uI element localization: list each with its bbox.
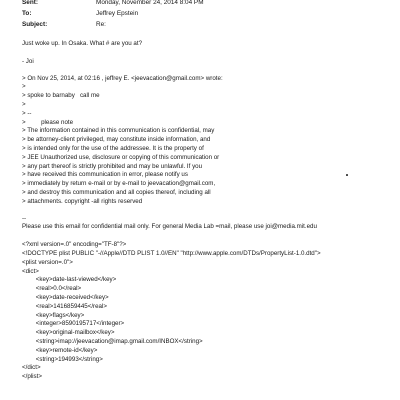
message-line: Just woke up. In Osaka. What # are you at? — [22, 40, 143, 47]
subject-row — [22, 19, 392, 30]
plist-line: <string>imap://jeevacation@imap.gmail.com/INBOX</string> — [22, 337, 203, 345]
email-header — [22, 0, 392, 30]
plist-line: <real>0.0</real> — [22, 285, 82, 293]
subject-value: Re: — [96, 21, 106, 28]
quoted-line: > — [22, 83, 26, 91]
plist-line: <real>1416859445</real> — [22, 302, 107, 310]
quote-intro: > On Nov 25, 2014, at 02:16 , jeffrey E. <jeevacation@gmail.com> wrote: — [22, 74, 223, 82]
plist-line: <string>194993</string> — [22, 355, 103, 363]
quoted-line: > any part thereof is strictly prohibited and may be unlawful. If you — [22, 162, 203, 170]
quoted-line: > immediately by return e-mail or by e-mail to jeevacation@gmail.com, — [22, 180, 216, 188]
plist-line: <dict> — [22, 267, 39, 275]
plist-line: <key>original-mailbox</key> — [22, 329, 115, 337]
plist-line: <key>date-last-viewed</key> — [22, 276, 117, 284]
sent-value: Monday, November 24, 2014 8:04 PM — [96, 0, 204, 6]
quoted-line: > -- — [22, 109, 32, 117]
plist-line: <key>remote-id</key> — [22, 346, 98, 354]
plist-line: <integer>8590195717</integer> — [22, 320, 125, 328]
to-value: Jeffrey Epstein — [96, 10, 139, 17]
signature: - Joi — [22, 57, 34, 65]
plist-line: </plist> — [22, 373, 42, 381]
separator: -- — [22, 214, 27, 222]
plist-line: <key>flags</key> — [22, 311, 85, 319]
stray-mark — [346, 174, 348, 176]
sent-label: Sent: — [22, 0, 38, 6]
footer-note: Please use this email for confidential mail only. For general Media Lab =mail, please use joi@media.mit.edu — [22, 223, 317, 231]
email-body — [22, 40, 392, 382]
quoted-line: > The information contained in this communication is confidential, may — [22, 127, 215, 135]
quoted-line: > is intended only for the use of the addressee. It is the property of — [22, 144, 204, 152]
quoted-line: > JEE Unauthorized use, disclosure or copying of this communication or — [22, 153, 220, 161]
to-label: To: — [22, 10, 32, 17]
plist-line: <plist version=.0"> — [22, 258, 73, 266]
subject-label: Subject: — [22, 21, 48, 28]
quoted-line: > and destroy this communication and all copies thereof, including all — [22, 188, 211, 196]
quoted-line: > please note — [22, 118, 74, 126]
plist-line: <!DOCTYPE plist PUBLIC "-//Apple//DTD PLIST 1.0//EN" "http://www.apple.com/DTDs/PropertyList-1.0.dtd"> — [22, 249, 321, 257]
sent-row — [22, 0, 392, 8]
plist-line: <?xml version=.0" encoding="TF-8"?> — [22, 241, 127, 249]
quoted-line: > attachments. copyright -all rights reserved — [22, 197, 143, 205]
plist-line: </dict> — [22, 364, 41, 372]
quoted-line: > be attorney-client privileged, may constitute inside information, and — [22, 136, 211, 144]
quoted-line: > have received this communication in error, please notify us — [22, 171, 188, 179]
quoted-line: > spoke to barnaby call me — [22, 92, 100, 100]
plist-line: <key>date-received</key> — [22, 293, 109, 301]
quoted-line: > — [22, 100, 26, 108]
to-row — [22, 8, 392, 19]
